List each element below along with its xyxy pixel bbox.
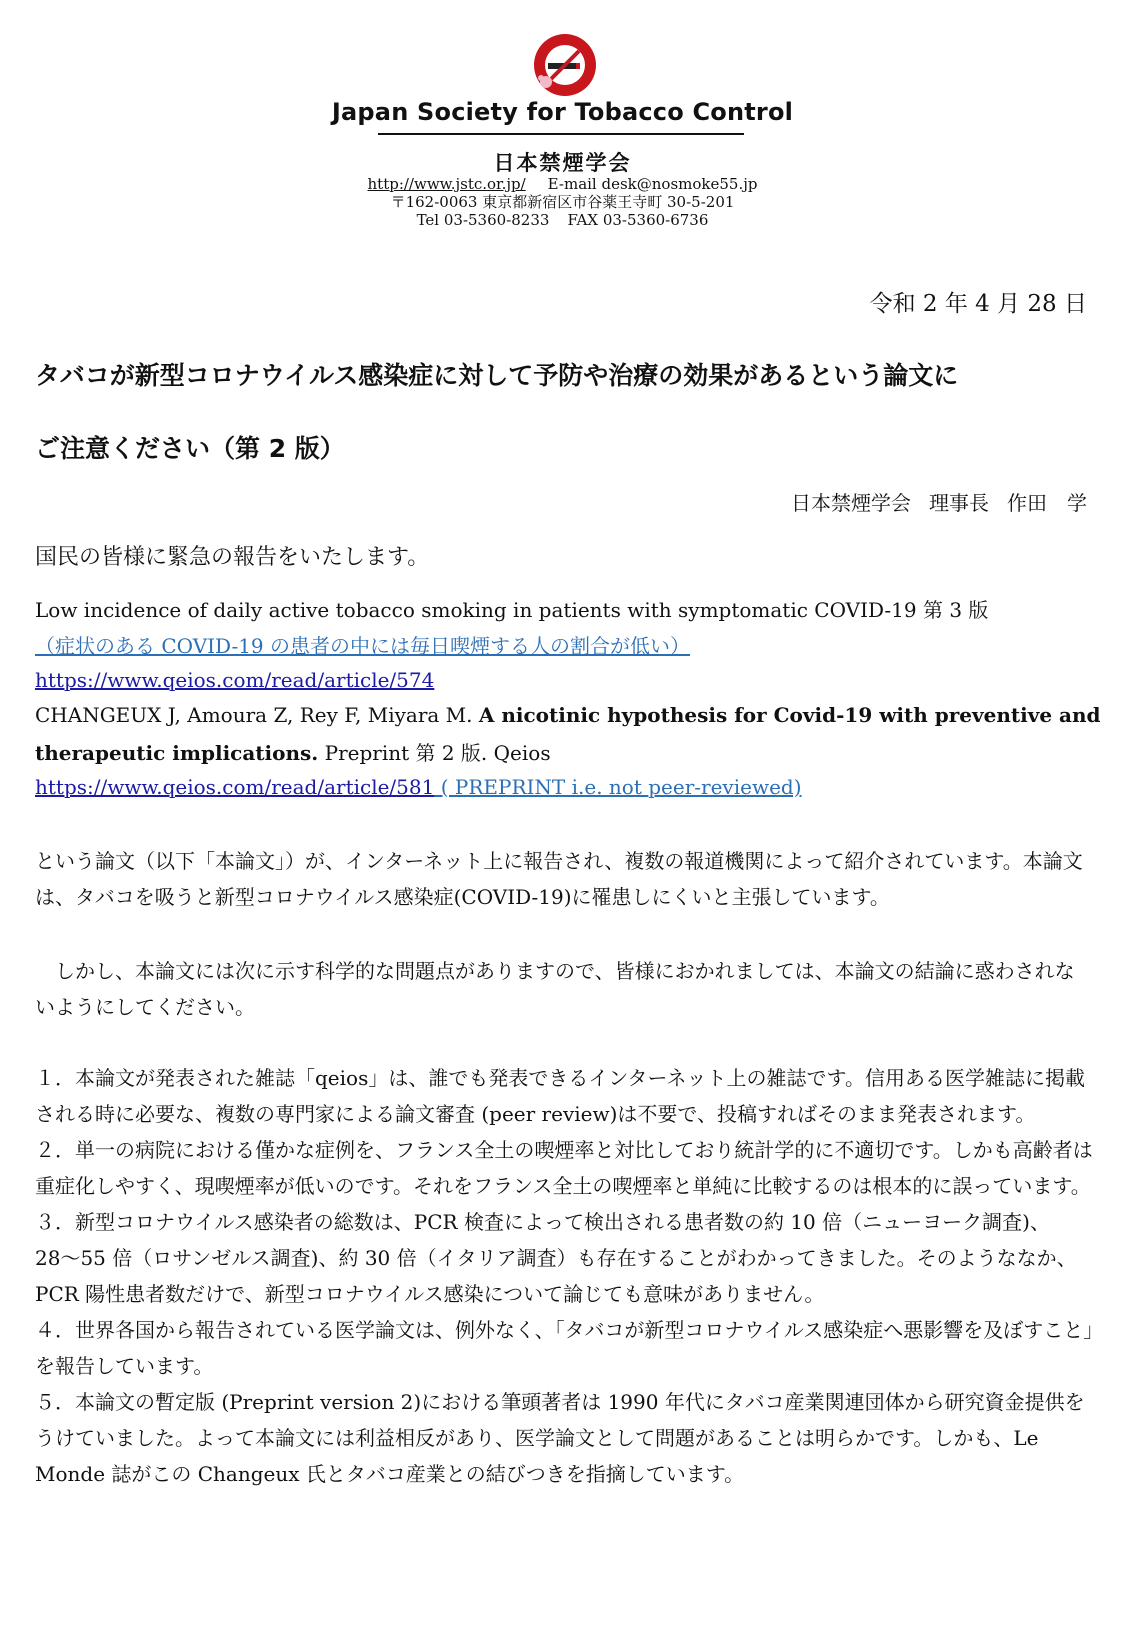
author-org: 日本禁煙学会 [791, 491, 911, 515]
reference-2-line1 [35, 703, 1101, 727]
list-item: ３．新型コロナウイルス感染者の総数は、PCR 検査によって検出される患者数の約 10 倍（ニューヨーク調査)、28〜55 倍（ロサンゼルス調査)、約 30 倍（イタリア調査）も存在することがわかってきました。そのようななか、PCR 陽性患者数だけで、新型コロナウイルス感染について論じても意味がありません。 [35, 1210, 1077, 1306]
document-date: 令和 2 年 4 月 28 日 [869, 291, 1087, 317]
contact-phone [0, 211, 1125, 230]
fax-text: FAX 03-5360-6736 [567, 211, 709, 229]
reference-2-link[interactable]: https://www.qeios.com/read/article/581 [35, 775, 435, 799]
reference-2-title-a: A nicotinic hypothesis for Covid-19 with preventive and [478, 703, 1101, 727]
reference-2-note[interactable]: ( PREPRINT i.e. not peer-reviewed) [434, 775, 802, 799]
contact-line-web [0, 175, 1125, 194]
list-item: ５．本論文の暫定版 (Preprint version 2)における筆頭著者は 1990 年代にタバコ産業関連団体から研究資金提供をうけていました。よって本論文には利益相反があり、医学論文として問題があることは明らかです。しかも、Le Monde 誌がこの Changeux 氏とタバコ産業との結びつきを指摘しています。 [35, 1390, 1085, 1486]
website-link[interactable]: http://www.jstc.or.jp/ [367, 175, 526, 193]
reference-1-japanese[interactable]: （症状のある COVID-19 の患者の中には毎日喫煙する人の割合が低い） [35, 634, 691, 658]
email-text: E-mail desk@nosmoke55.jp [547, 175, 758, 193]
author-name: 作田 学 [1007, 491, 1087, 515]
list-item: ２．単一の病院における僅かな症例を、フランス全土の喫煙率と対比しており統計学的に不適切です。しかも高齢者は重症化しやすく、現喫煙率が低いのです。それをフランス全土の喫煙率と単純に比較するのは根本的に誤っています。 [35, 1138, 1093, 1198]
author-role: 理事長 [929, 491, 989, 515]
list-item: ４．世界各国から報告されている医学論文は、例外なく、「タバコが新型コロナウイルス感染症へ悪影響を及ぼすこと」を報告しています。 [35, 1318, 1094, 1378]
org-name-japanese: 日本禁煙学会 [493, 150, 632, 175]
reference-2-tail: Preprint 第 2 版. Qeios [318, 741, 551, 765]
reference-1-title: Low incidence of daily active tobacco smoking in patients with symptomatic COVID-19 第 3 版 [35, 598, 989, 622]
reference-1-link[interactable]: https://www.qeios.com/read/article/574 [35, 668, 435, 692]
list-item: １．本論文が発表された雑誌「qeios」は、誰でも発表できるインターネット上の雑誌です。信用ある医学雑誌に掲載される時に必要な、複数の専門家による論文審査 (peer review)は不要で、投稿すればそのまま発表されます。 [35, 1066, 1085, 1126]
header-divider [378, 133, 744, 135]
reference-2-title-b: therapeutic implications. [35, 741, 319, 765]
org-name-english: Japan Society for Tobacco Control [331, 98, 794, 126]
tel-text: Tel 03-5360-8233 [416, 211, 550, 229]
author-line [773, 487, 1087, 516]
document-title-line1: タバコが新型コロナウイルス感染症に対して予防や治療の効果があるという論文に [35, 361, 959, 390]
reference-2-authors: CHANGEUX J, Amoura Z, Rey F, Miyara M. [35, 703, 479, 727]
issues-list [35, 1060, 1095, 1492]
body-paragraph-1: という論文（以下「本論文」）が、インターネット上に報告され、複数の報道機関によって紹介されています。本論文は、タバコを吸うと新型コロナウイルス感染症(COVID-19)に罹患しにくいと主張しています。 [35, 849, 1083, 909]
body-paragraph-2: しかし、本論文には次に示す科学的な問題点がありますので、皆様におかれましては、本論文の結論に惑わされないようにしてください。 [35, 959, 1075, 1019]
no-smoking-seal-icon [532, 32, 598, 98]
intro-text: 国民の皆様に緊急の報告をいたします。 [35, 545, 430, 570]
reference-2-line2 [35, 737, 551, 766]
reference-2-line3 [35, 775, 802, 799]
contact-address: 〒162-0063 東京都新宿区市谷薬王寺町 30-5-201 [390, 193, 735, 211]
document-title-line2: ご注意ください（第 2 版） [35, 434, 345, 463]
